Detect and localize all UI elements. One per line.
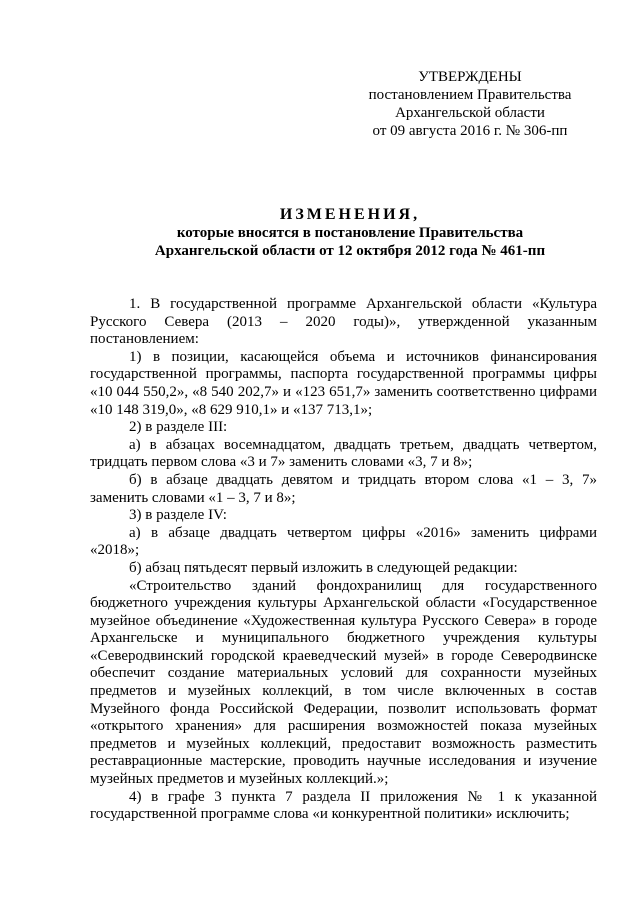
document-title: ИЗМЕНЕНИЯ, xyxy=(279,206,421,223)
paragraph: 2) в разделе III: xyxy=(129,419,228,436)
document-subtitle: Архангельской области от 12 октября 2012 года № 461-пп xyxy=(154,243,546,259)
paragraph: 1) в позиции, касающейся объема и источников финансирования государственной программы, паспорта государственной программы цифры «10 044 550,2», «8 540 202,7» и «123 651,7» заменить соответственно цифрами «10 148 319,0», «8 629 910,1» и «137 713,1»; xyxy=(90,348,597,418)
document-heading xyxy=(90,206,610,260)
approval-stamp xyxy=(330,68,610,140)
paragraph: б) в абзаце двадцать девятом и тридцать втором слова «1 – 3, 7» заменить словами «1 – 3, 7 и 8»; xyxy=(90,471,597,506)
paragraph: 4) в графе 3 пункта 7 раздела II приложения № 1 к указанной государственной программе слова «и конкурентной политики» исключить; xyxy=(90,788,597,823)
approval-title: УТВЕРЖДЕНЫ xyxy=(418,69,522,85)
approval-date: от 09 августа 2016 г. № 306-пп xyxy=(372,123,568,139)
document-body xyxy=(90,296,597,824)
document-subtitle: которые вносятся в постановление Правительства xyxy=(176,225,524,241)
paragraph: а) в абзацах восемнадцатом, двадцать третьем, двадцать четвертом, тридцать первом слова «3 и 7» заменить словами «3, 7 и 8»; xyxy=(90,436,597,471)
approval-line: постановлением Правительства xyxy=(368,87,572,103)
paragraph: «Строительство зданий фондохранилищ для государственного бюджетного учреждения культуры Архангельской области «Государственное музейное объединение «Художественная культура Русского Севера» в городе Архангельске и муниципального бюджетного учреждения культуры «Северодвинский городской краеведческий музей» в городе Северодвинске обеспечит создание материальных условий для сохранности музейных предметов и музейных коллекций, в том числе включенных в состав Музейного фонда Российской Федерации, позволит использовать формат «открытого хранения» для расширения возможностей показа музейных предметов и музейных коллекций, предоставит возможность разместить реставрационные мастерские, проводить научные исследования и изучение музейных предметов и музейных коллекций.»; xyxy=(90,577,597,788)
paragraph: б) абзац пятьдесят первый изложить в следующей редакции: xyxy=(129,559,518,576)
paragraph: 3) в разделе IV: xyxy=(129,507,227,524)
paragraph: а) в абзаце двадцать четвертом цифры «2016» заменить цифрами «2018»; xyxy=(90,524,597,559)
paragraph: 1. В государственной программе Архангельской области «Культура Русского Севера (2013 – 2020 годы)», утвержденной указанным постановлением: xyxy=(90,296,597,348)
approval-line: Архангельской области xyxy=(395,105,545,121)
